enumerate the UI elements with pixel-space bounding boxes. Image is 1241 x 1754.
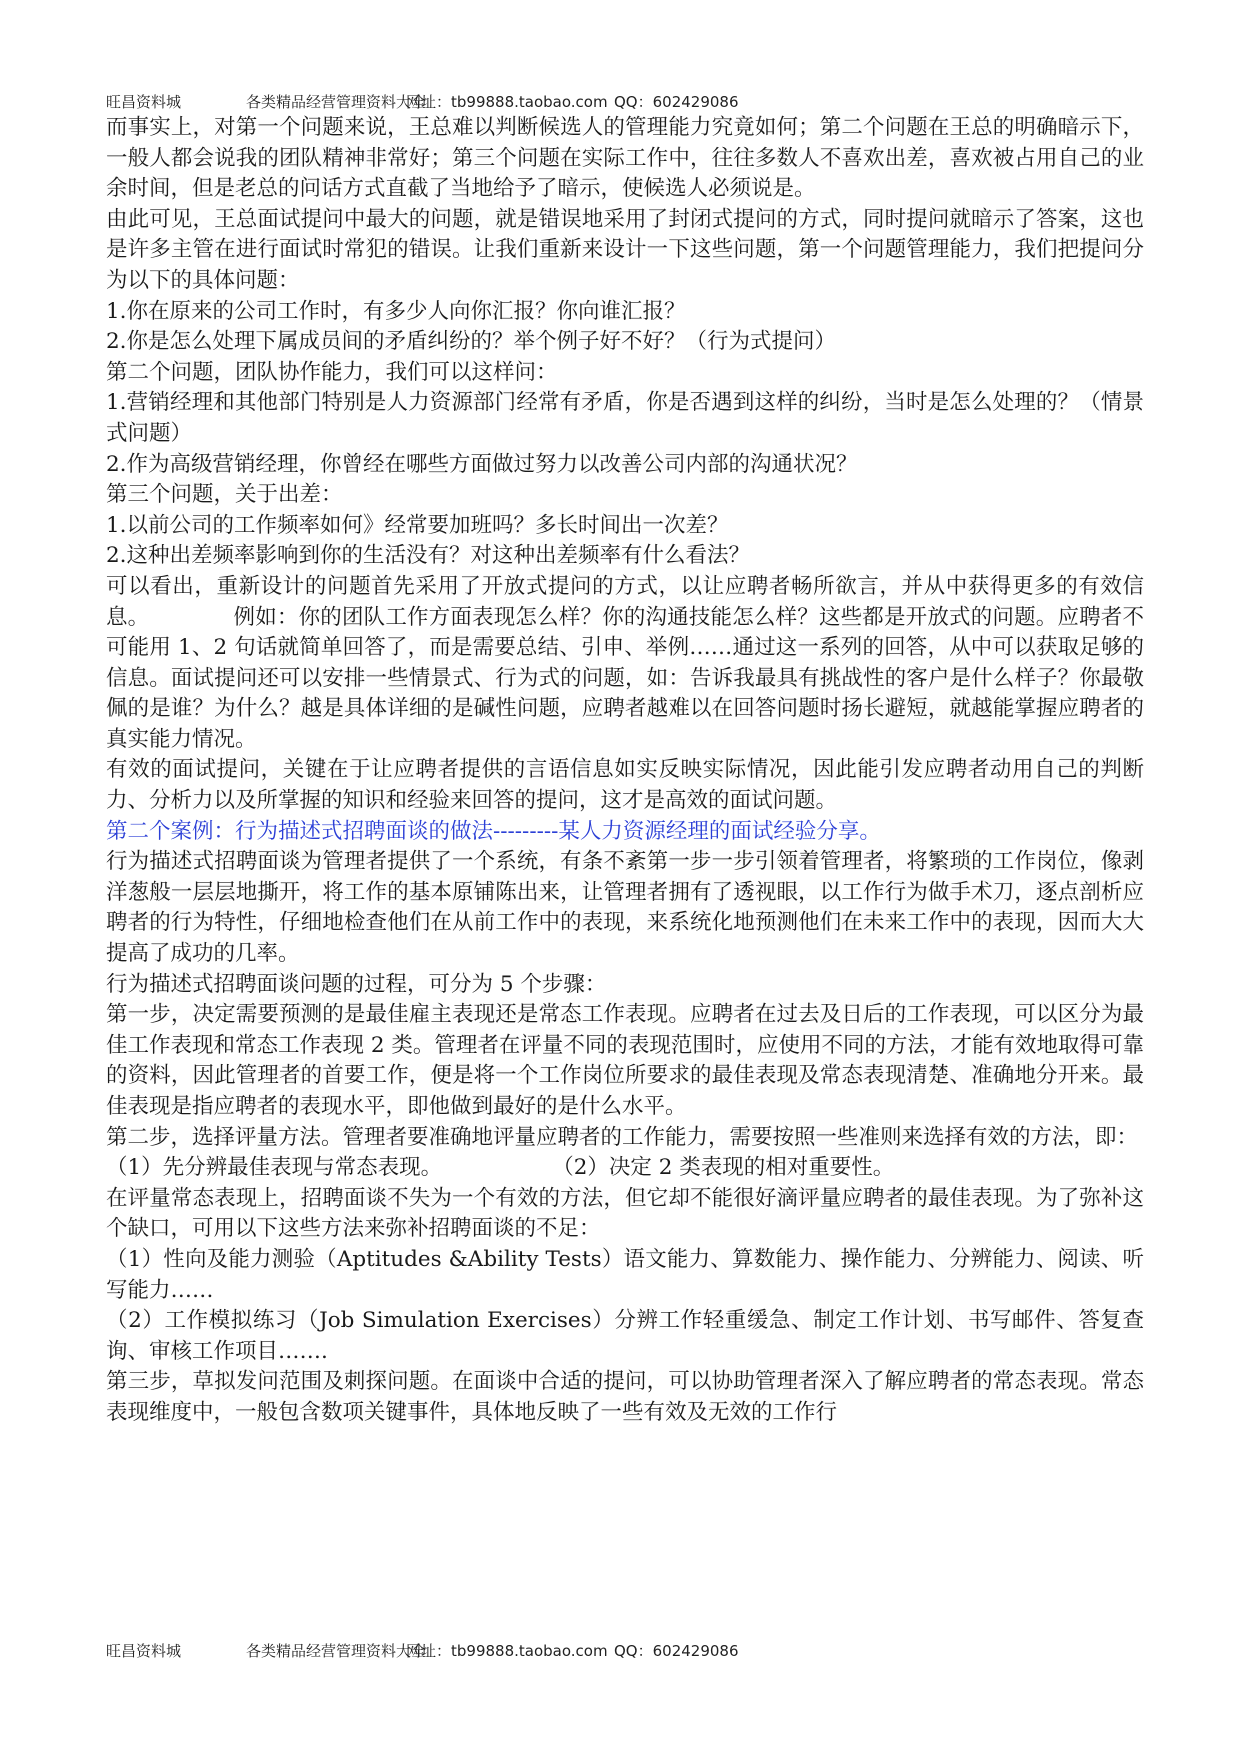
paragraph: 行为描述式招聘面谈问题的过程，可分为 5 个步骤： — [106, 971, 607, 997]
paragraph: 第一步，决定需要预测的是最佳雇主表现还是常态工作表现。应聘者在过去及日后的工作表现，可以区分为最佳工作表现和常态工作表现 2 类。管理者在评量不同的表现范围时，应使用不同的方法，才能有效地取得可靠的资料，因此管理者的首要工作，便是将一个工作岗位所要求的最佳表现及常态表现清楚、准确地分开来。最佳表现是指应聘者的表现水平，即他做到最好的是什么水平。 — [106, 1002, 1144, 1119]
paragraph: 2.这种出差频率影响到你的生活没有？对这种出差频率有什么看法？ — [106, 543, 751, 569]
paragraph-choices — [106, 1153, 1144, 1184]
paragraph: 由此可见，王总面试提问中最大的问题，就是错误地采用了封闭式提问的方式，同时提问就暗示了答案，这也是许多主管在进行面试时常犯的错误。让我们重新来设计一下这些问题，第一个问题管理能力，我们把提问分为以下的具体问题： — [106, 206, 1144, 293]
footer-desc: 各类精品经营管理资料大全 — [246, 1642, 427, 1660]
footer-site: 旺昌资料城 — [106, 1642, 182, 1660]
paragraph: 2.你是怎么处理下属成员间的矛盾纠纷的？举个例子好不好？（行为式提问） — [106, 329, 837, 355]
page-footer — [106, 1640, 1201, 1661]
case-heading: 第二个案例：行为描述式招聘面谈的做法---------某人力资源经理的面试经验分享。 — [106, 818, 881, 844]
paragraph: 1.你在原来的公司工作时，有多少人向你汇报？你向谁汇报？ — [106, 298, 686, 324]
paragraph: 在评量常态表现上，招聘面谈不失为一个有效的方法，但它却不能很好滴评量应聘者的最佳表现。为了弥补这个缺口，可用以下这些方法来弥补招聘面谈的不足： — [106, 1185, 1144, 1242]
paragraph: （2）工作模拟练习（Job Simulation Exercises）分辨工作轻重缓急、制定工作计划、书写邮件、答复查询、审核工作项目……. — [106, 1308, 1144, 1364]
paragraph: 2.作为高级营销经理，你曾经在哪些方面做过努力以改善公司内部的沟通状况？ — [106, 451, 858, 477]
paragraph: 行为描述式招聘面谈为管理者提供了一个系统，有条不紊第一步一步引领着管理者，将繁琐的工作岗位，像剥洋葱般一层层地撕开，将工作的基本原铺陈出来，让管理者拥有了透视眼，以工作行为做手术刀，逐点剖析应聘者的行为特性，仔细地检查他们在从前工作中的表现，来系统化地预测他们在未来工作中的表现，因而大大提高了成功的几率。 — [106, 849, 1144, 967]
header-url: 网址：tb99888.taobao.com — [406, 93, 608, 111]
header-site: 旺昌资料城 — [106, 93, 182, 111]
paragraph-part: 例如：你的团队工作方面表现怎么样？你的沟通技能怎么样？这些都是开放式的问题。应聘者不可能用 1、2 句话就简单回答了，而是需要总结、引申、举例……通过这一系列的回答，从中可以获取足够的信息。面试提问还可以安排一些情景式、行为式的问题，如：告诉我最具有挑战性的客户是什么样子？你最敬佩的是谁？为什么？越是具体详细的是碱性问题，应聘者越难以在回答问题时扬长避短，就越能掌握应聘者的真实能力情况。 — [106, 604, 1144, 752]
footer-url: 网址：tb99888.taobao.com — [406, 1642, 608, 1660]
paragraph: 第二个问题，团队协作能力，我们可以这样问： — [106, 359, 558, 385]
paragraph: 第三个问题，关于出差： — [106, 482, 343, 508]
footer-qq: QQ：602429086 — [614, 1642, 739, 1660]
document-body — [106, 113, 1144, 1429]
header-desc: 各类精品经营管理资料大全 — [246, 93, 427, 111]
paragraph: 有效的面试提问，关键在于让应聘者提供的言语信息如实反映实际情况，因此能引发应聘者动用自己的判断力、分析力以及所掌握的知识和经验来回答的提问，这才是高效的面试问题。 — [106, 757, 1144, 814]
paragraph: 1.以前公司的工作频率如何》经常要加班吗？多长时间出一次差？ — [106, 512, 729, 538]
paragraph: 1.营销经理和其他部门特别是人力资源部门经常有矛盾，你是否遇到这样的纠纷，当时是怎么处理的？（情景式问题） — [106, 390, 1144, 446]
paragraph-part: 可以看出，重新设计的问题首先采用了开放式提问的方式，以让应聘者畅所欲言，并从中获得更多的有效信息。 — [106, 573, 1144, 630]
paragraph: 第二步，选择评量方法。管理者要准确地评量应聘者的工作能力，需要按照一些准则来选择有效的方法，即： — [106, 1124, 1139, 1150]
header-qq: QQ：602429086 — [614, 93, 739, 111]
page-header — [106, 91, 1201, 112]
choice-item: （2）决定 2 类表现的相对重要性。 — [552, 1155, 895, 1181]
choice-item: （1）先分辨最佳表现与常态表现。 — [106, 1155, 443, 1181]
paragraph: （1）性向及能力测验（Aptitudes &Ability Tests）语文能力、算数能力、操作能力、分辨能力、阅读、听写能力…… — [106, 1246, 1144, 1303]
paragraph: 第三步，草拟发问范围及刺探问题。在面谈中合适的提问，可以协助管理者深入了解应聘者的常态表现。常态表现维度中，一般包含数项关键事件，具体地反映了一些有效及无效的工作行 — [106, 1369, 1144, 1425]
paragraph: 而事实上，对第一个问题来说，王总难以判断候选人的管理能力究竟如何；第二个问题在王总的明确暗示下，一般人都会说我的团队精神非常好；第三个问题在实际工作中，往往多数人不喜欢出差，喜欢被占用自己的业余时间，但是老总的问话方式直截了当地给予了暗示，使候选人必须说是。 — [106, 115, 1144, 202]
paragraph-open-questions — [106, 572, 1144, 756]
